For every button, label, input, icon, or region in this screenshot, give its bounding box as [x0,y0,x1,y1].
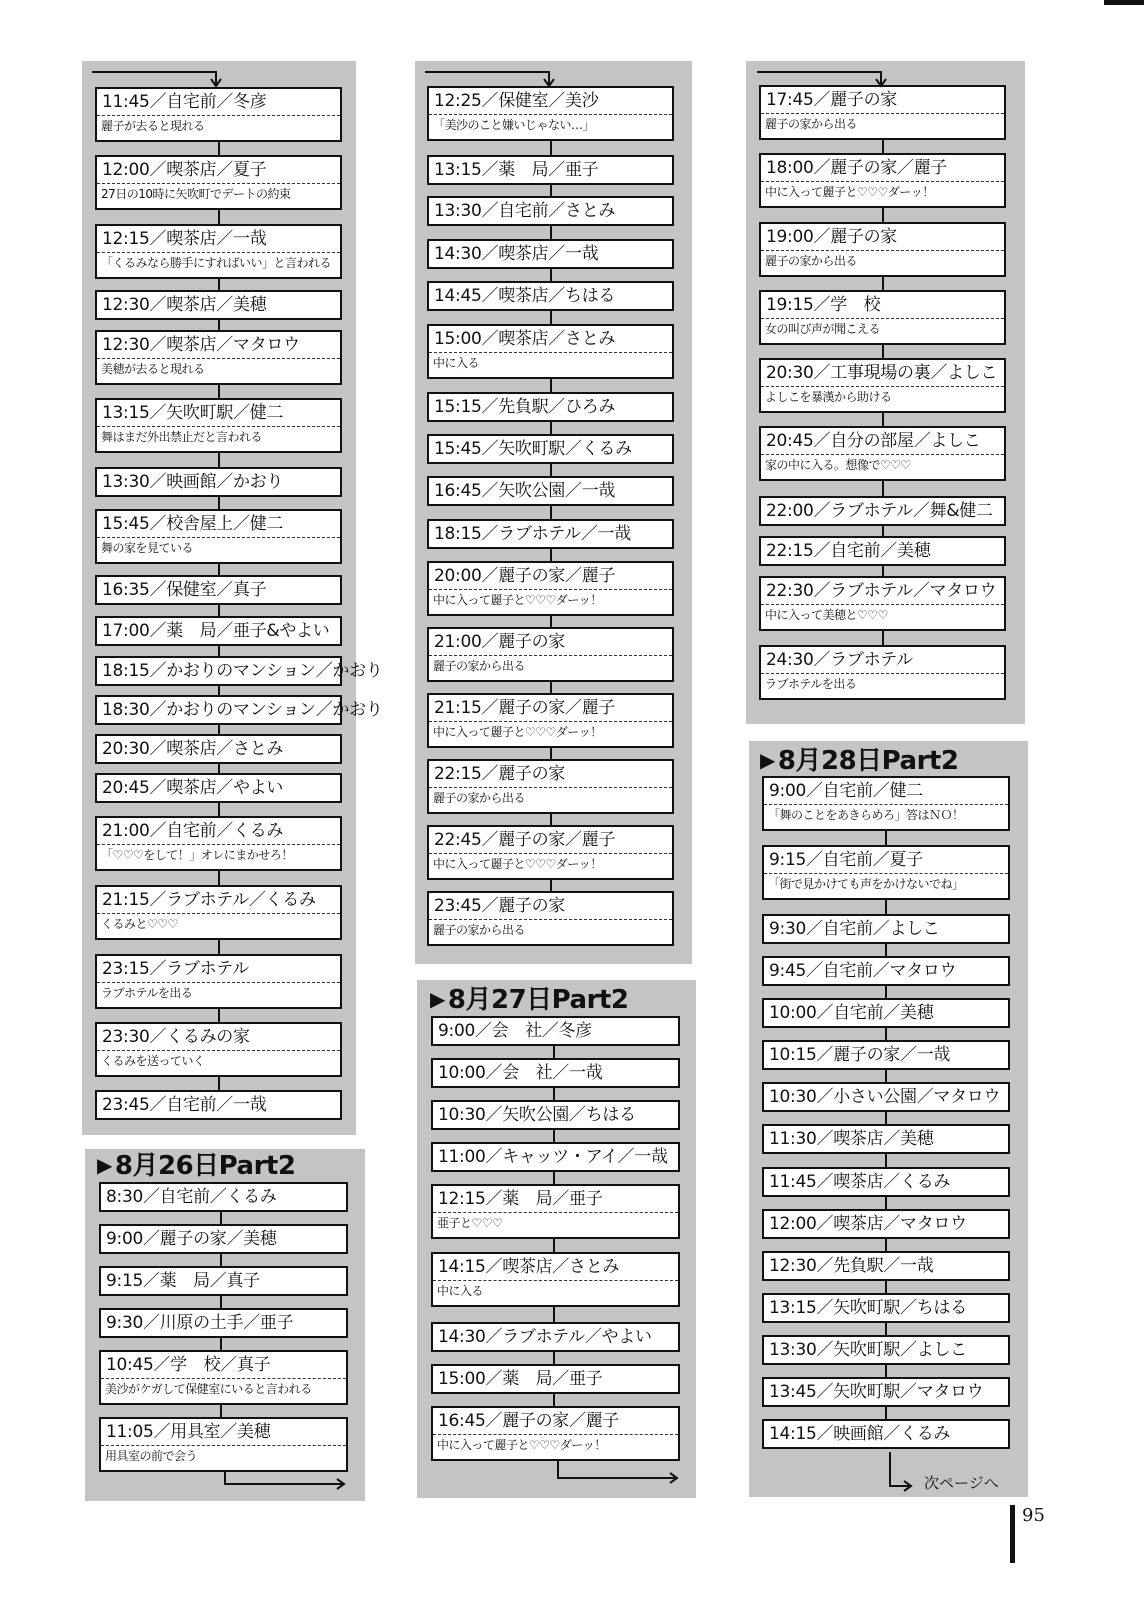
event-time-place: 12:15／喫茶店／一哉 [102,229,267,249]
event-entry [95,773,342,803]
event-entry [427,627,674,682]
event-note: 中に入る [429,352,672,372]
event-time-place: 13:30／自宅前／さとみ [434,201,616,221]
triangle-bullet-icon: ▶ [97,1153,112,1177]
event-time-place: 9:45／自宅前／マタロウ [769,961,957,981]
event-time-place: 9:30／川原の土手／亜子 [106,1313,294,1333]
event-time-place: 20:30／工事現場の裏／よしこ [766,363,998,383]
event-time-place: 21:00／麗子の家 [434,632,565,652]
event-time-place: 11:45／自宅前／冬彦 [102,92,267,112]
event-entry [762,776,1010,831]
triangle-bullet-icon: ▶ [430,987,445,1011]
event-entry [95,1022,342,1077]
section-header [760,745,958,776]
event-note: 中に入って麗子と♡♡♡ダーッ！ [429,853,672,873]
event-time-place: 20:00／麗子の家／麗子 [434,566,616,586]
event-note: 舞はまだ外出禁止だと言われる [97,426,340,446]
event-time-place: 20:30／喫茶店／さとみ [102,739,284,759]
triangle-bullet-icon: ▶ [760,748,775,772]
event-time-place: 23:15／ラブホテル [102,959,249,979]
event-entry [431,1058,680,1088]
event-time-place: 18:15／ラブホテル／一哉 [434,524,631,544]
arrow-in-column-1 [88,66,238,90]
event-entry [762,914,1010,944]
event-entry [99,1417,348,1472]
event-entry [431,1100,680,1130]
section-date: 8月28日Part2 [777,746,959,776]
event-time-place: 14:45／喫茶店／ちはる [434,286,616,306]
event-note: 中に入って麗子と♡♡♡ダーッ！ [433,1434,678,1454]
event-note: 「舞のことをあきらめろ」答はＮＯ！ [764,804,1008,824]
event-entry [762,1377,1010,1407]
event-time-place: 15:00／薬 局／亜子 [438,1369,603,1389]
event-entry [95,330,342,385]
event-time-place: 13:15／薬 局／亜子 [434,160,599,180]
event-entry [431,1016,680,1046]
event-entry [431,1364,680,1394]
event-time-place: 13:15／矢吹町駅／健二 [102,403,284,423]
event-time-place: 23:30／くるみの家 [102,1027,250,1047]
arrow-out-column-2 [548,1458,688,1486]
event-time-place: 10:00／自宅前／美穂 [769,1003,934,1023]
event-time-place: 17:45／麗子の家 [766,90,897,110]
event-note: くるみを送っていく [97,1050,340,1070]
event-time-place: 9:30／自宅前／よしこ [769,919,940,939]
event-note: 麗子が去ると現れる [97,115,340,135]
event-entry [762,956,1010,986]
event-note: 麗子の家から出る [761,250,1004,270]
corner-mark [1104,0,1144,5]
event-note: 中に入って麗子と♡♡♡ダーッ！ [761,181,1004,201]
event-entry [762,1040,1010,1070]
event-entry [759,576,1006,631]
event-time-place: 10:00／会 社／一哉 [438,1063,603,1083]
event-time-place: 18:15／かおりのマンション／かおり [102,661,383,681]
event-entry [95,509,342,564]
event-time-place: 22:15／麗子の家 [434,764,565,784]
event-entry [759,536,1006,566]
event-entry [95,954,342,1009]
event-entry [427,476,674,506]
event-entry [427,239,674,269]
event-entry [759,426,1006,481]
event-time-place: 18:00／麗子の家／麗子 [766,158,948,178]
event-time-place: 13:30／矢吹町駅／よしこ [769,1340,967,1360]
event-time-place: 12:00／喫茶店／マタロウ [769,1214,967,1234]
event-note: ラブホテルを出る [97,982,340,1002]
event-entry [762,1335,1010,1365]
event-entry [762,1419,1010,1449]
event-note: 美沙がケガして保健室にいると言われる [101,1378,346,1398]
event-entry [427,891,674,946]
event-entry [759,153,1006,208]
event-time-place: 15:45／矢吹町駅／くるみ [434,439,632,459]
event-entry [99,1182,348,1212]
event-note: 中に入って麗子と♡♡♡ダーッ！ [429,721,672,741]
event-entry [762,1251,1010,1281]
event-entry [759,290,1006,345]
event-time-place: 20:45／自分の部屋／よしこ [766,431,981,451]
arrow-in-column-3 [753,66,903,90]
event-time-place: 24:30／ラブホテル [766,650,913,670]
event-entry [95,155,342,210]
event-note: 亜子と♡♡♡ [433,1212,678,1232]
event-time-place: 16:45／矢吹公園／一哉 [434,481,616,501]
event-note: 舞の家を見ている [97,537,340,557]
event-entry [95,885,342,940]
event-time-place: 12:30／先負駅／一哉 [769,1256,934,1276]
page-number-bar [1010,1505,1015,1563]
event-entry [95,290,342,320]
event-entry [762,998,1010,1028]
event-entry [95,224,342,279]
event-entry [759,645,1006,700]
event-entry [95,616,342,646]
event-entry [431,1184,680,1239]
event-time-place: 10:30／矢吹公園／ちはる [438,1105,636,1125]
arrow-in-column-2 [421,66,571,90]
event-entry [427,86,674,141]
event-time-place: 18:30／かおりのマンション／かおり [102,700,383,720]
event-entry [759,222,1006,277]
event-time-place: 12:25／保健室／美沙 [434,91,599,111]
event-entry [427,196,674,226]
event-entry [95,816,342,871]
event-note: 家の中に入る。想像で♡♡♡ [761,454,1004,474]
event-time-place: 21:15／ラブホテル／くるみ [102,890,316,910]
event-time-place: 14:30／ラブホテル／やよい [438,1327,652,1347]
event-time-place: 15:45／校舎屋上／健二 [102,514,284,534]
event-entry [762,845,1010,900]
event-note: 中に入って美穂と♡♡♡ [761,604,1004,624]
event-entry [427,392,674,422]
event-note: 27日の10時に矢吹町でデートの約束 [97,183,340,203]
event-time-place: 11:00／キャッツ・アイ／一哉 [438,1147,668,1167]
event-time-place: 19:00／麗子の家 [766,227,897,247]
event-note: 麗子の家から出る [761,113,1004,133]
event-entry [99,1350,348,1405]
event-entry [431,1322,680,1352]
event-entry [95,1090,342,1120]
event-time-place: 22:45／麗子の家／麗子 [434,830,616,850]
event-note: くるみと♡♡♡ [97,913,340,933]
event-entry [95,398,342,453]
section-date: 8月26日Part2 [114,1151,296,1181]
event-time-place: 22:00／ラブホテル／舞&健二 [766,501,993,521]
event-time-place: 13:45／矢吹町駅／マタロウ [769,1382,984,1402]
event-time-place: 16:45／麗子の家／麗子 [438,1411,620,1431]
event-time-place: 21:15／麗子の家／麗子 [434,698,616,718]
event-time-place: 9:15／自宅前／夏子 [769,850,923,870]
event-entry [95,695,383,725]
event-time-place: 11:30／喫茶店／美穂 [769,1129,934,1149]
section-header [97,1150,295,1181]
event-entry [427,155,674,185]
event-time-place: 19:15／学 校 [766,295,881,315]
event-time-place: 10:45／学 校／真子 [106,1355,271,1375]
event-time-place: 9:00／麗子の家／美穂 [106,1229,277,1249]
event-note: 「美沙のこと嫌いじゃない…」 [429,114,672,134]
event-time-place: 22:30／ラブホテル／マタロウ [766,581,997,601]
event-entry [762,1082,1010,1112]
event-time-place: 11:45／喫茶店／くるみ [769,1172,951,1192]
event-entry [99,1224,348,1254]
event-entry [427,759,674,814]
event-entry [431,1142,680,1172]
event-time-place: 15:15／先負駅／ひろみ [434,397,616,417]
event-time-place: 11:05／用具室／美穂 [106,1422,271,1442]
event-entry [762,1124,1010,1154]
next-page-label: 次ページへ [924,1474,999,1492]
event-entry [427,324,674,379]
event-time-place: 9:00／会 社／冬彦 [438,1021,592,1041]
event-time-place: 16:35／保健室／真子 [102,580,267,600]
event-time-place: 12:00／喫茶店／夏子 [102,160,267,180]
event-entry [99,1266,348,1296]
event-time-place: 23:45／麗子の家 [434,896,565,916]
event-note: 麗子の家から出る [429,919,672,939]
arrow-out-column-1 [215,1468,355,1492]
page-number: 95 [1022,1505,1045,1526]
event-entry [95,467,342,497]
event-note: 「くるみなら勝手にすればいい」と言われる [97,252,340,272]
event-note: ラブホテルを出る [761,673,1004,693]
event-entry [99,1308,348,1338]
event-entry [762,1293,1010,1323]
event-entry [762,1209,1010,1239]
event-entry [427,825,674,880]
event-entry [95,575,342,605]
event-entry [95,656,383,686]
event-note: 麗子の家から出る [429,655,672,675]
event-entry [427,281,674,311]
event-note: 用具室の前で会う [101,1445,346,1465]
event-time-place: 14:30／喫茶店／一哉 [434,244,599,264]
event-time-place: 9:00／自宅前／健二 [769,781,923,801]
event-time-place: 14:15／映画館／くるみ [769,1424,951,1444]
event-entry [759,358,1006,413]
event-note: 美穂が去ると現れる [97,358,340,378]
event-entry [427,693,674,748]
event-time-place: 12:30／喫茶店／美穂 [102,295,267,315]
event-note: 「♡♡♡をして！」オレにまかせろ！ [97,844,340,864]
event-time-place: 8:30／自宅前／くるみ [106,1187,277,1207]
event-time-place: 15:00／喫茶店／さとみ [434,329,616,349]
event-note: 中に入って麗子と♡♡♡ダーッ！ [429,589,672,609]
event-time-place: 12:30／喫茶店／マタロウ [102,335,300,355]
event-entry [95,87,342,142]
event-time-place: 9:15／薬 局／真子 [106,1271,260,1291]
event-time-place: 10:30／小さい公園／マタロウ [769,1087,1001,1107]
event-note: よしこを暴漢から助ける [761,386,1004,406]
event-note: 「街で見かけても声をかけないでね」 [764,873,1008,893]
event-entry [762,1167,1010,1197]
arrow-out-column-3 [880,1450,920,1496]
event-entry [431,1406,680,1461]
event-time-place: 13:15／矢吹町駅／ちはる [769,1298,967,1318]
event-time-place: 12:15／薬 局／亜子 [438,1189,603,1209]
event-time-place: 20:45／喫茶店／やよい [102,778,284,798]
event-entry [759,85,1006,140]
section-date: 8月27日Part2 [447,985,629,1015]
event-note: 麗子の家から出る [429,787,672,807]
event-time-place: 17:00／薬 局／亜子&やよい [102,621,330,641]
event-entry [427,519,674,549]
event-time-place: 13:30／映画館／かおり [102,472,284,492]
event-entry [759,496,1006,526]
event-entry [427,561,674,616]
event-time-place: 23:45／自宅前／一哉 [102,1095,267,1115]
event-time-place: 14:15／喫茶店／さとみ [438,1257,620,1277]
section-header [430,984,628,1015]
event-time-place: 21:00／自宅前／くるみ [102,821,284,841]
event-time-place: 10:15／麗子の家／一哉 [769,1045,951,1065]
event-time-place: 22:15／自宅前／美穂 [766,541,931,561]
event-note: 女の叫び声が聞こえる [761,318,1004,338]
event-entry [427,434,674,464]
event-entry [431,1252,680,1307]
event-note: 中に入る [433,1280,678,1300]
event-entry [95,734,342,764]
